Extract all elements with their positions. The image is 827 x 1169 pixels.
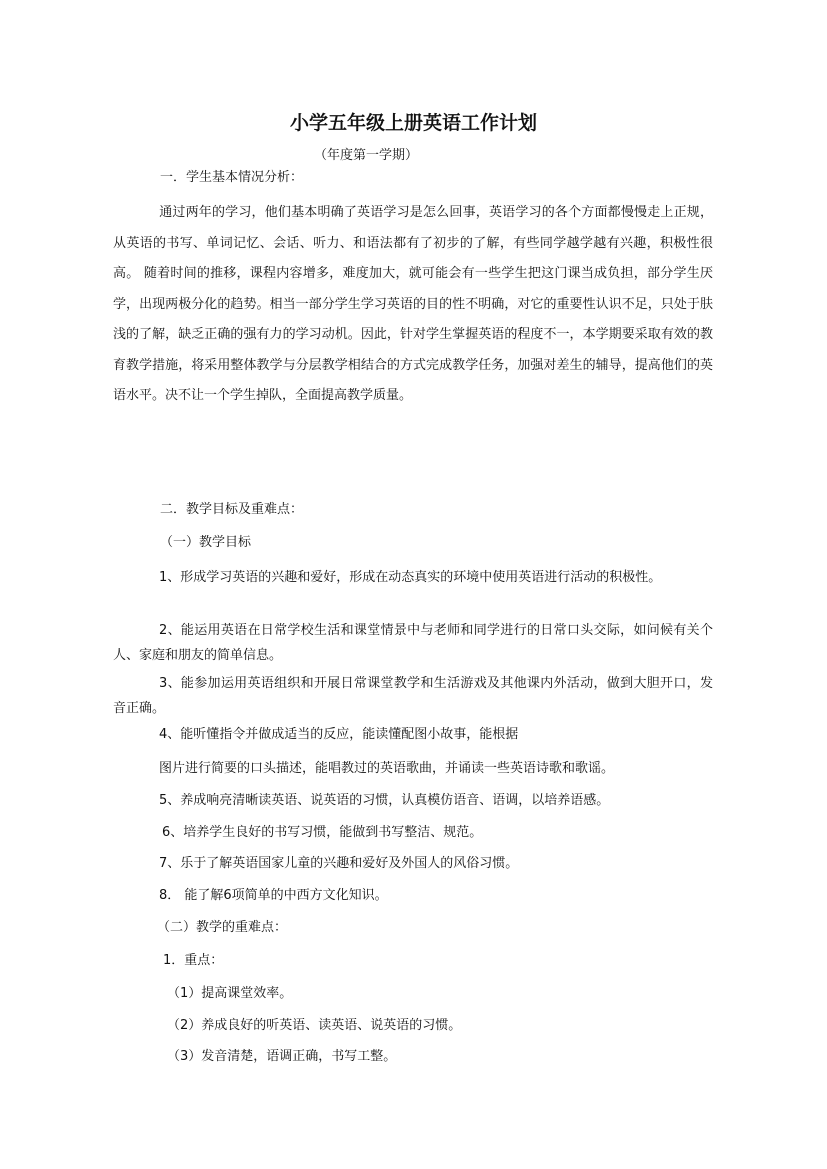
document-subtitle: （年度第一学期） [314, 148, 419, 163]
key-heading: （二）教学的重难点： [157, 920, 288, 935]
section1-heading: 一．学生基本情况分析： [160, 170, 304, 185]
goal-item: 8． 能了解6项简单的中西方文化知识。 [159, 888, 388, 903]
goal-item: 4、能听懂指令并做成适当的反应，能读懂配图小故事，能根据 [159, 727, 519, 742]
goal-item: 1、形成学习英语的兴趣和爱好，形成在动态真实的环境中使用英语进行活动的积极性。 [159, 570, 662, 585]
section1-body [113, 198, 713, 412]
key-subheading: 1．重点： [163, 953, 224, 968]
section1-body-text: 通过两年的学习，他们基本明确了英语学习是怎么回事，英语学习的各个方面都慢慢走上正规，从英语的书写、单词记忆、会话、听力、和语法都有了初步的了解，有些同学越学越有兴趣，积极性很高。 随着时间的推移，课程内容增多，难度加大，就可能会有一些学生把这门课当成负担，部分学生厌学，出现两极分化的趋势。相当一部分学生学习英语的目的性不明确，对它的重要性认识不足，只处于肤浅的了解，缺乏正确的强有力的学习动机。因此，针对学生掌握英语的程度不一，本学期要采取有效的教育教学措施，将采用整体教学与分层教学相结合的方式完成教学任务，加强对差生的辅导，提高他们的英语水平。决不让一个学生掉队，全面提高教学质量。 [113, 205, 713, 403]
key-point: （2）养成良好的听英语、读英语、说英语的习惯。 [167, 1018, 462, 1033]
goal-item: 7、乐于了解英语国家儿童的兴趣和爱好及外国人的风俗习惯。 [159, 856, 519, 871]
goal-item-continuation: 图片进行简要的口头描述，能唱教过的英语歌曲，并诵读一些英语诗歌和歌谣。 [159, 761, 615, 776]
goal-item: 3、能参加运用英语组织和开展日常课堂教学和生活游戏及其他课内外活动，做到大胆开口，发音正确。 [113, 676, 713, 716]
goal-item: 2、能运用英语在日常学校生活和课堂情景中与老师和同学进行的日常口头交际，如问候有关个人、家庭和朋友的简单信息。 [113, 623, 713, 663]
key-point: （1）提高课堂效率。 [167, 986, 293, 1001]
section2-heading: 二．教学目标及重难点： [160, 502, 304, 517]
goals-heading: （一）教学目标 [160, 535, 252, 550]
document-title: 小学五年级上册英语工作计划 [289, 112, 537, 134]
goal-item: 6、培养学生良好的书写习惯，能做到书写整洁、规范。 [162, 825, 483, 840]
key-point: （3）发音清楚，语调正确，书写工整。 [167, 1049, 397, 1064]
goal-item: 5、养成响亮清晰读英语、说英语的习惯，认真模仿语音、语调，以培养语感。 [159, 793, 610, 808]
